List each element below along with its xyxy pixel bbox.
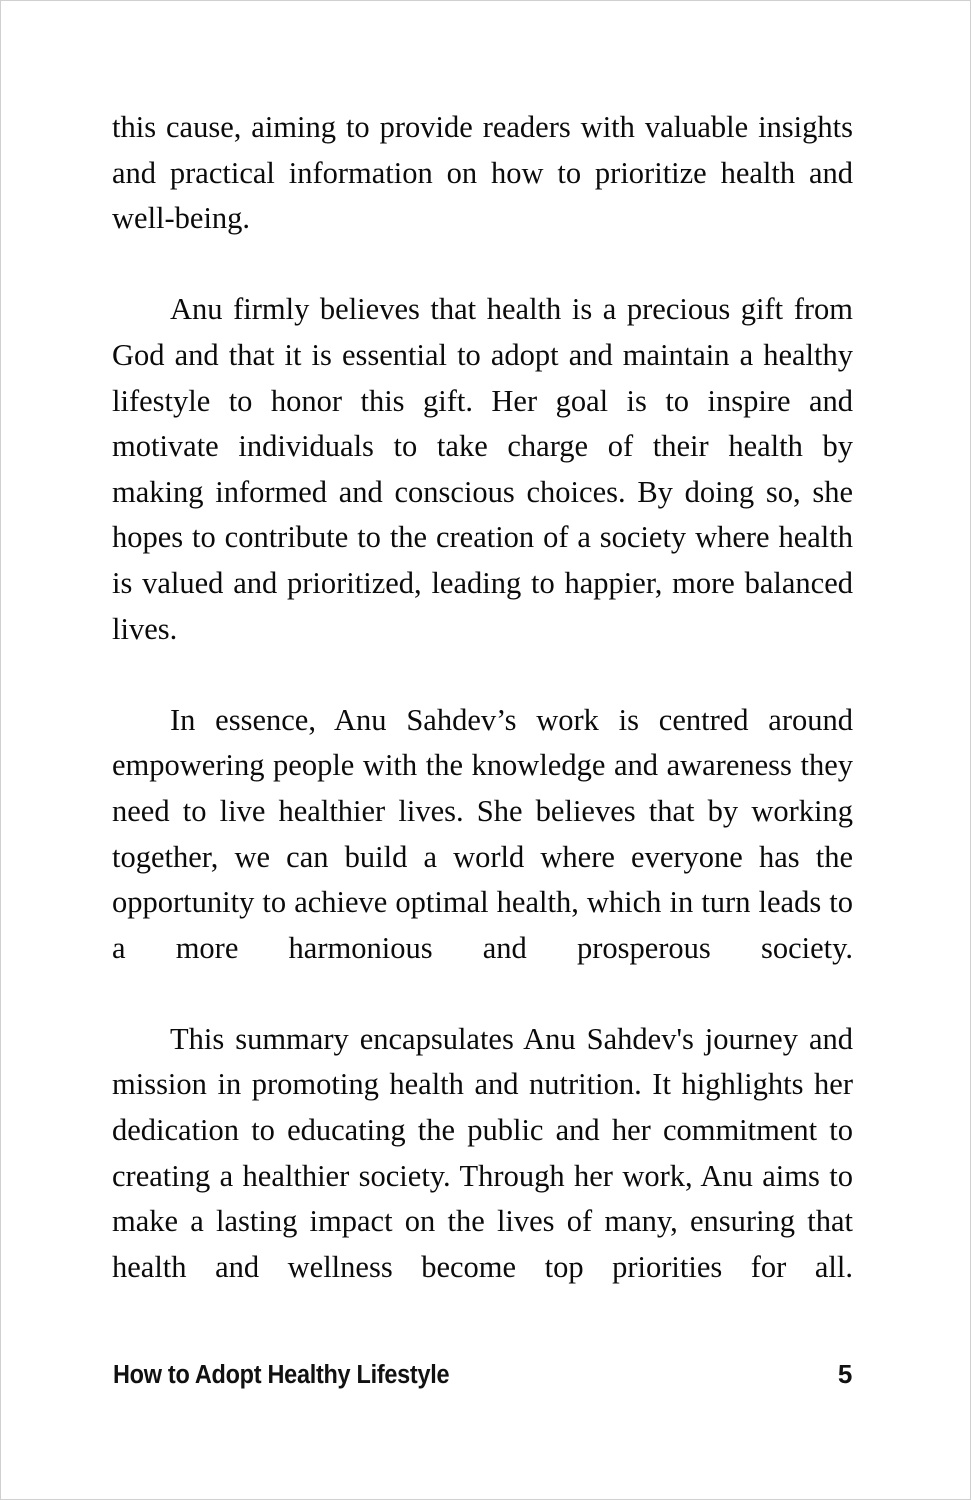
page-footer [113,1359,852,1393]
paragraph: In essence, Anu Sahdev’s work is centred around empowering people with the knowledge and awareness they need to live healthier lives. She believes that by working together, we can build a world where everyone has the opportunity to achieve optimal health, which in turn leads to a more harmonious and prosperous society. [112,702,853,965]
footer-book-title: How to Adopt Healthy Lifestyle [113,1361,450,1389]
page-text-body [112,105,853,1336]
paragraph: Anu firmly believes that health is a precious gift from God and that it is essential to adopt and maintain a healthy lifestyle to honor this gift. Her goal is to inspire and motivate individuals to take charge of their health by making informed and conscious choices. By doing so, she hopes to contribute to the creation of a society where health is valued and prioritized, leading to happier, more balanced lives. [112,292,853,646]
footer-page-number: 5 [837,1359,852,1389]
paragraph: this cause, aiming to provide readers with valuable insights and practical information on how to prioritize health and well-being. [112,110,853,236]
paragraph: This summary encapsulates Anu Sahdev's journey and mission in promoting health and nutrition. It highlights her dedication to educating the public and her commitment to creating a healthier society. Through her work, Anu aims to make a lasting impact on the lives of many, ensuring that health and wellness become top priorities for all. [112,1021,853,1284]
